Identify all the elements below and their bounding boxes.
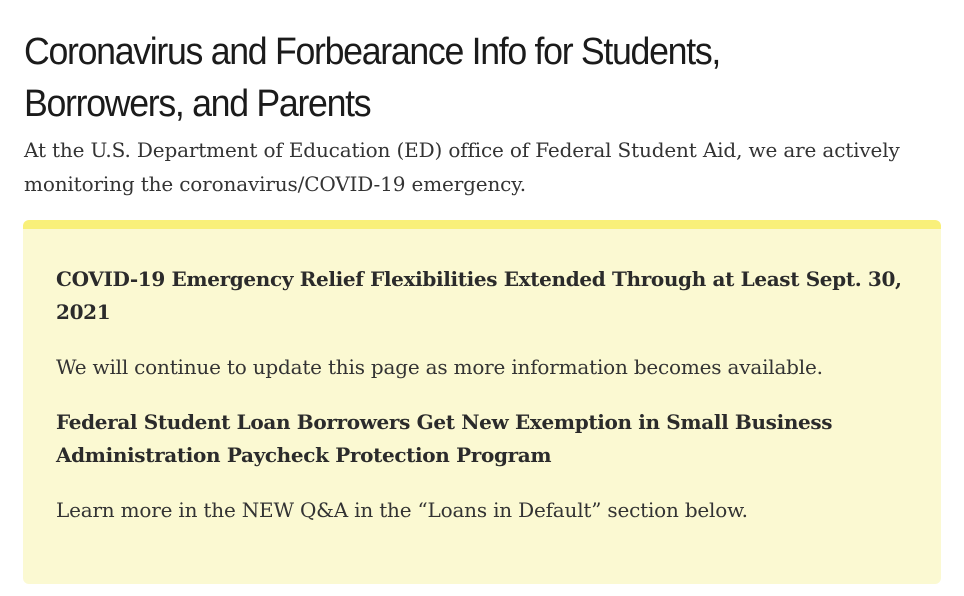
alert-heading-exemption: Federal Student Loan Borrowers Get New Exemption in Small Business Administration Paycheck Protection Program xyxy=(56,410,833,467)
alert-heading-extension: COVID-19 Emergency Relief Flexibilities Extended Through at Least Sept. 30, 2021 xyxy=(56,267,902,324)
alert-box xyxy=(23,220,941,584)
alert-update-text: We will continue to update this page as more information becomes available. xyxy=(56,355,823,379)
page-title: Coronavirus and Forbearance Info for Students, Borrowers, and Parents xyxy=(24,31,720,125)
intro-text: At the U.S. Department of Education (ED) office of Federal Student Aid, we are actively monitoring the coronavirus/COVID-19 emergency. xyxy=(24,138,900,196)
alert-learn-more-text: Learn more in the NEW Q&A in the “Loans in Default” section below. xyxy=(56,498,748,522)
